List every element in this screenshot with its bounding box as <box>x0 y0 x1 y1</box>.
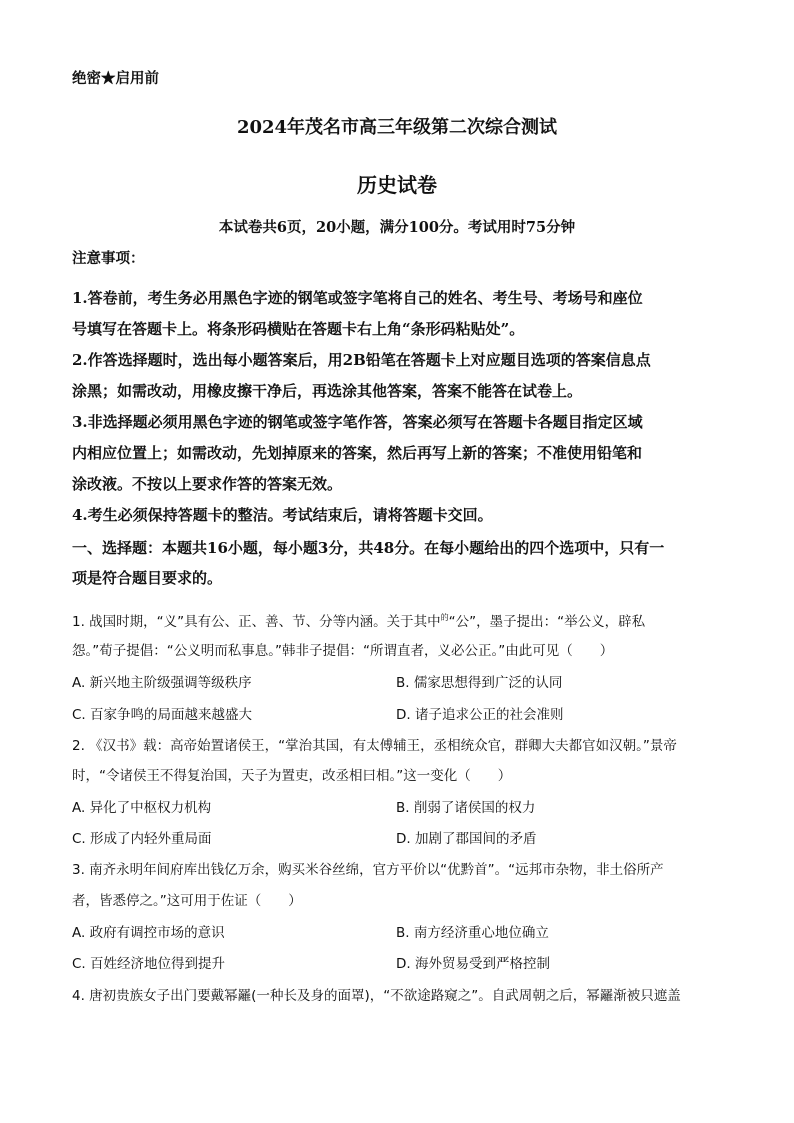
question-3-option-d: D. 海外贸易受到严格控制 <box>396 956 550 972</box>
question-4-stem: 4. 唐初贵族女子出门要戴幂䍦(一种长及身的面罩)，“不欲途路窥之”。自武周朝之后，幂䍦渐被只遮盖 <box>72 988 681 1004</box>
notice-line: 涂改液。不按以上要求作答的答案无效。 <box>72 475 343 493</box>
question-3-stem: 3. 南齐永明年间府库出钱亿万余，购买米谷丝绵，官方平价以“优黔首”。“远邦市杂物，非土俗所产 <box>72 862 664 878</box>
question-1-mark: 的 <box>440 613 449 622</box>
question-2-stem-cont: 时，“令诸侯王不得复治国，天子为置吏，改丞相曰相。”这一变化（ ） <box>72 768 512 784</box>
notice-heading: 注意事项： <box>72 250 145 267</box>
question-1-stem-a: 1. 战国时期，“义”具有公、正、善、节、分等内涵。关于其中 <box>72 614 441 630</box>
question-3-option-b: B. 南方经济重心地位确立 <box>396 925 549 941</box>
notice-line: 2.作答选择题时，选出每小题答案后，用2B铅笔在答题卡上对应题目选项的答案信息点 <box>72 351 651 369</box>
notice-line: 涂黑；如需改动，用橡皮擦干净后，再选涂其他答案，答案不能答在试卷上。 <box>72 382 583 400</box>
question-1-stem-cont: 怨。”荀子提倡：“公义明而私事息。”韩非子提倡：“所谓直者，义必公正。”由此可见（ ） <box>72 643 614 659</box>
question-2-option-d: D. 加剧了郡国间的矛盾 <box>396 831 537 847</box>
question-2-option-c: C. 形成了内轻外重局面 <box>72 831 212 847</box>
notice-line: 3.非选择题必须用黑色字迹的钢笔或签字笔作答，答案必须写在答题卡各题目指定区域 <box>72 413 643 431</box>
section-heading-cont: 项是符合题目要求的。 <box>72 569 223 587</box>
notice-line: 号填写在答题卡上。将条形码横贴在答题卡右上角“条形码粘贴处”。 <box>72 320 525 338</box>
question-1-option-a: A. 新兴地主阶级强调等级秩序 <box>72 675 252 691</box>
question-1-option-d: D. 诸子追求公正的社会准则 <box>396 707 564 723</box>
question-1-stem <box>72 609 645 631</box>
exam-info: 本试卷共6页，20小题，满分100分。考试用时75分钟 <box>218 219 576 236</box>
question-1-option-c: C. 百家争鸣的局面越来越盛大 <box>72 707 253 723</box>
notice-line: 1.答卷前，考生务必用黑色字迹的钢笔或签字笔将自己的姓名、考生号、考场号和座位 <box>72 289 643 307</box>
notice-line: 4.考生必须保持答题卡的整洁。考试结束后，请将答题卡交回。 <box>72 506 493 524</box>
question-2-option-b: B. 削弱了诸侯国的权力 <box>396 800 536 816</box>
exam-title: 2024年茂名市高三年级第二次综合测试 <box>236 117 558 138</box>
question-1-option-b: B. 儒家思想得到广泛的认同 <box>396 675 563 691</box>
subject-title: 历史试卷 <box>357 173 437 197</box>
question-2-option-a: A. 异化了中枢权力机构 <box>72 800 212 816</box>
secret-label: 绝密★启用前 <box>72 70 159 87</box>
question-3-stem-cont: 者，皆悉停之。”这可用于佐证（ ） <box>72 893 302 909</box>
question-2-stem: 2. 《汉书》载：高帝始置诸侯王，“掌治其国，有太傅辅王，丞相统众官，群卿大夫都官如汉朝。”景帝 <box>72 738 677 754</box>
question-1-stem-b: “公”，墨子提出：“举公义，辟私 <box>448 614 646 630</box>
notice-line: 内相应位置上；如需改动，先划掉原来的答案，然后再写上新的答案；不准使用铅笔和 <box>72 444 643 462</box>
question-3-option-c: C. 百姓经济地位得到提升 <box>72 956 226 972</box>
question-3-option-a: A. 政府有调控市场的意识 <box>72 925 225 941</box>
section-heading: 一、选择题：本题共16小题，每小题3分，共48分。在每小题给出的四个选项中，只有一 <box>72 539 665 557</box>
